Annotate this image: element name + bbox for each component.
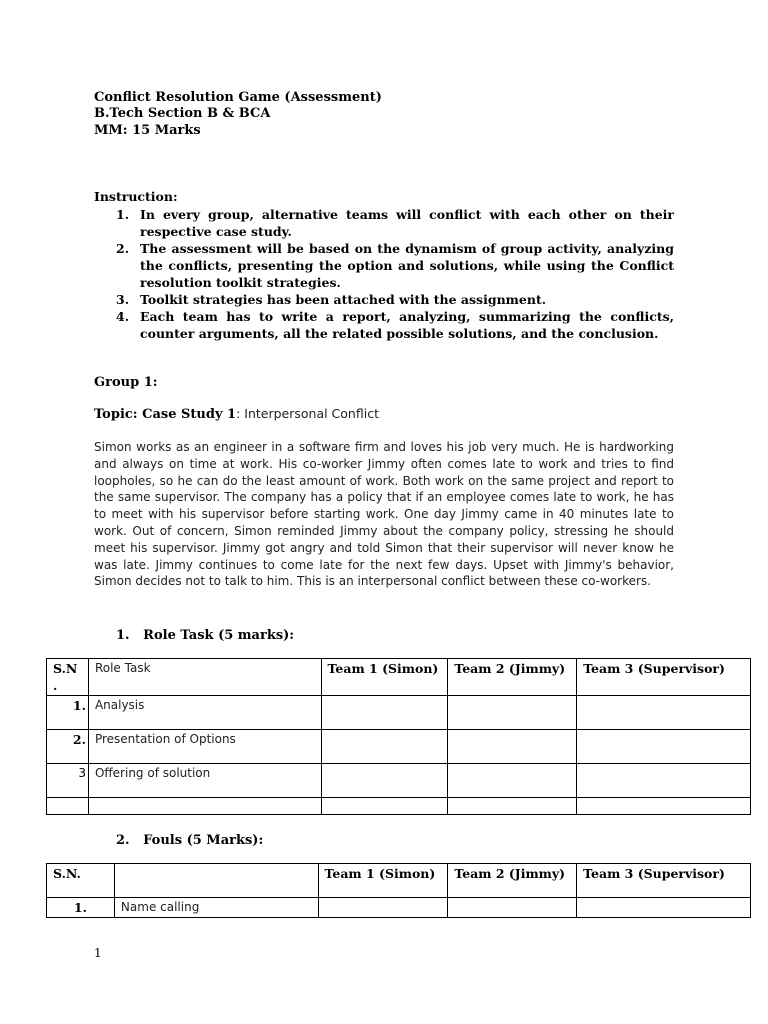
header-team1: Team 1 (Simon) (318, 864, 448, 898)
table-header-row (47, 864, 751, 898)
row-task: Offering of solution (88, 764, 321, 798)
topic-label: Topic: Case Study 1 (94, 407, 237, 422)
section-title: Fouls (5 Marks): (143, 833, 264, 848)
table-row (47, 696, 751, 730)
header-team3: Team 3 (Supervisor) (577, 864, 751, 898)
cell-team3[interactable] (577, 730, 751, 764)
table-row (47, 730, 751, 764)
section-heading-fouls (116, 832, 263, 849)
topic-name: : Interpersonal Conflict (236, 406, 379, 421)
instruction-item-text: Each team has to write a report, analyzing, summarizing the conflicts, counter arguments, all the related possible solutions, and the conclusion. (140, 309, 674, 341)
instruction-item-text: Toolkit strategies has been attached with the assignment. (140, 292, 547, 307)
header-team1: Team 1 (Simon) (321, 659, 448, 696)
instruction-title: Instruction: (94, 189, 178, 204)
table-row-empty (47, 798, 751, 815)
cell-team1[interactable] (321, 696, 448, 730)
row-task: Analysis (88, 696, 321, 730)
fouls-table (46, 863, 751, 918)
document-subtitle: B.Tech Section B & BCA (94, 106, 271, 121)
header-team2: Team 2 (Jimmy) (448, 864, 577, 898)
section-title: Role Task (5 marks): (143, 628, 295, 643)
instruction-item (94, 206, 674, 240)
instruction-item (94, 291, 674, 308)
row-sn: 3 (47, 764, 89, 798)
row-task: Name calling (114, 898, 318, 918)
header-team2: Team 2 (Jimmy) (448, 659, 577, 696)
section-heading-role-task (116, 627, 294, 644)
header-sn: S.N . (47, 659, 89, 696)
instruction-item-text: In every group, alternative teams will conflict with each other on their respective case study. (140, 207, 674, 239)
row-task: Presentation of Options (88, 730, 321, 764)
topic-line (94, 406, 379, 422)
instruction-item-text: The assessment will be based on the dynamism of group activity, analyzing the conflicts, presenting the option and solutions, while using the Conflict resolution toolkit strategies. (140, 241, 674, 290)
instruction-item (94, 308, 674, 342)
header-sn: S.N. (47, 864, 115, 898)
group-label: Group 1: (94, 375, 158, 390)
max-marks: MM: 15 Marks (94, 123, 201, 138)
section-number: 1. (116, 628, 130, 643)
row-sn: 1. (47, 696, 89, 730)
cell-team3[interactable] (577, 764, 751, 798)
cell-team2[interactable] (448, 696, 577, 730)
instruction-item-number: 3. (116, 292, 130, 307)
table-header-row (47, 659, 751, 696)
instruction-section (94, 188, 674, 342)
cell-team2[interactable] (448, 898, 577, 918)
cell-team2[interactable] (448, 764, 577, 798)
document-title: Conflict Resolution Game (Assessment) (94, 90, 382, 105)
instruction-item-number: 4. (116, 309, 130, 324)
cell-team3[interactable] (577, 696, 751, 730)
cell-empty[interactable] (47, 798, 89, 815)
header-blank (114, 864, 318, 898)
cell-team2[interactable] (448, 730, 577, 764)
row-sn: 2. (47, 730, 89, 764)
cell-team1[interactable] (321, 764, 448, 798)
section-number: 2. (116, 833, 130, 848)
cell-team1[interactable] (318, 898, 448, 918)
table-row (47, 764, 751, 798)
table-row (47, 898, 751, 918)
instruction-item-number: 1. (116, 207, 130, 222)
cell-empty[interactable] (577, 798, 751, 815)
role-task-table (46, 658, 751, 815)
cell-empty[interactable] (448, 798, 577, 815)
header-role-task: Role Task (88, 659, 321, 696)
header-team3: Team 3 (Supervisor) (577, 659, 751, 696)
cell-team1[interactable] (321, 730, 448, 764)
instruction-item (94, 240, 674, 291)
cell-empty[interactable] (321, 798, 448, 815)
instruction-item-number: 2. (116, 241, 130, 256)
cell-team3[interactable] (577, 898, 751, 918)
case-study-paragraph: Simon works as an engineer in a software firm and loves his job very much. He is hardworking and always on time at work. His co-worker Jimmy often comes late to work and tries to find loopholes, so he can do the least amount of work. Both work on the same project and report to the same supervisor. The company has a policy that if an employee comes late to work, he has to meet with his supervisor before starting work. One day Jimmy came in 40 minutes late to work. Out of concern, Simon reminded Jimmy about the company policy, stressing he should meet his supervisor. Jimmy got angry and told Simon that their supervisor will never know he was late. Jimmy continues to come late for the next few days. Upset with Jimmy's behavior, Simon decides not to talk to him. This is an interpersonal conflict between these co-workers. (94, 440, 674, 589)
row-sn: 1. (47, 898, 115, 918)
page-number: 1 (94, 946, 102, 960)
cell-empty[interactable] (88, 798, 321, 815)
